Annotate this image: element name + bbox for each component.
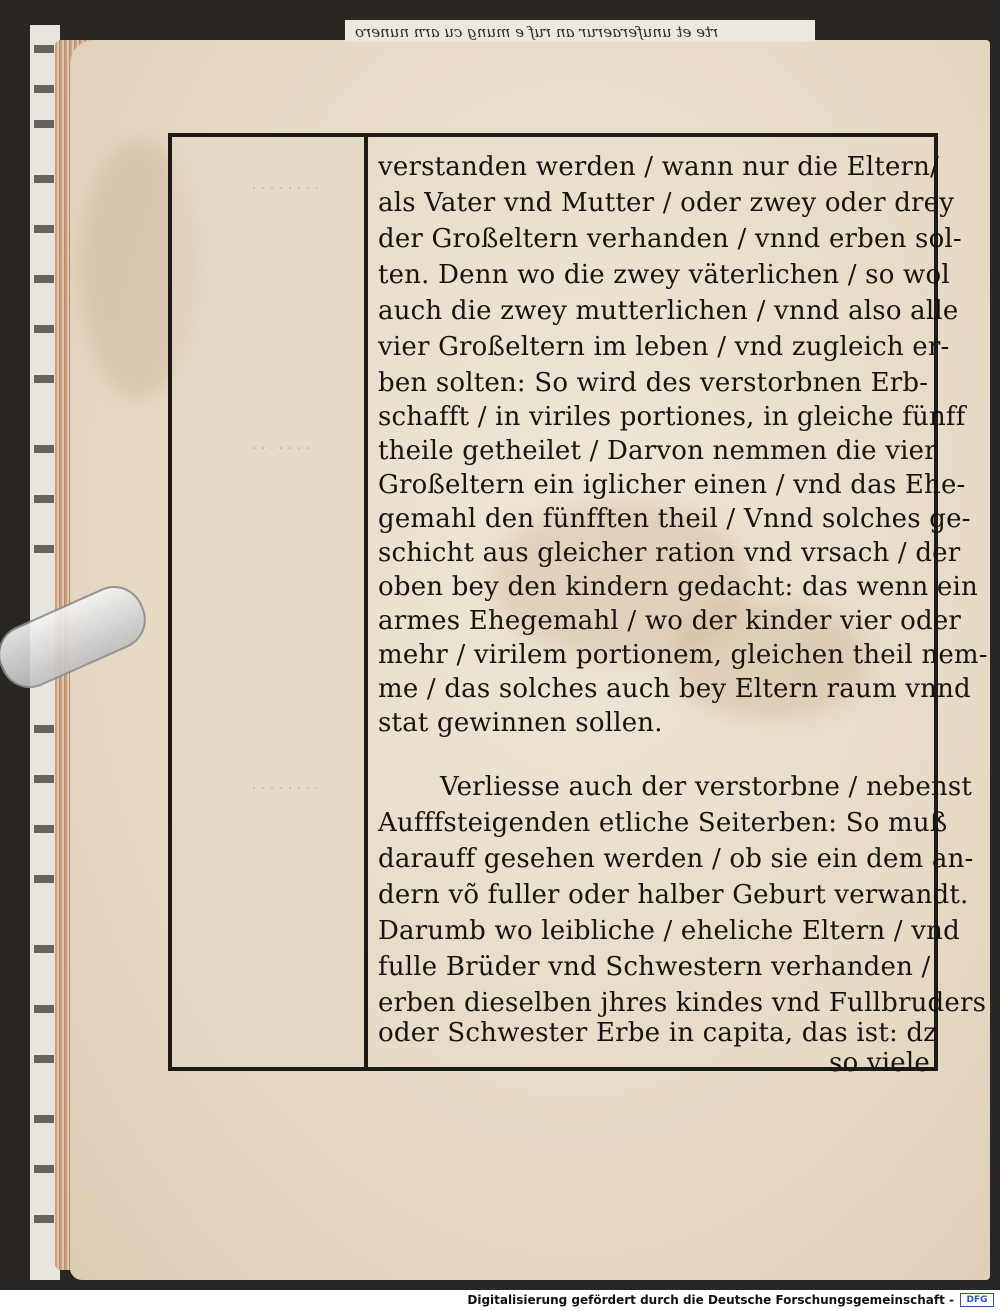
text-line: dern võ fuller oder halber Geburt verwandt. [378, 880, 969, 910]
text-line: als Vater vnd Mutter / oder zwey oder drey [378, 188, 955, 218]
text-line: oder Schwester Erbe in capita, das ist: dz [378, 1018, 938, 1048]
text-line: auch die zwey mutterlichen / vnnd also alle [378, 296, 959, 326]
margin-column: . . . . . . . . . . . . . . . . . . . . . . . [172, 137, 364, 1067]
text-line: schafft / in viriles portiones, in gleiche fünff [378, 402, 966, 432]
facing-page-top-strip: rte et unuferaerur an ruf e mung cu arn nunero [345, 20, 815, 42]
text-line: ten. Denn wo die zwey väterlichen / so wol [378, 260, 950, 290]
text-line: so viele [829, 1048, 930, 1078]
text-line: armes Ehegemahl / wo der kinder vier oder [378, 606, 962, 636]
text-line: Darumb wo leibliche / eheliche Eltern / vnd [378, 916, 960, 946]
text-line: mehr / virilem portionem, gleichen theil nem- [378, 640, 988, 670]
text-line: Großeltern ein iglicher einen / vnd das Ehe- [378, 470, 966, 500]
footer-bar [0, 1290, 1000, 1311]
text-line: theile getheilet / Darvon nemmen die vier [378, 436, 937, 466]
column-divider [364, 133, 368, 1071]
text-line: vier Großeltern im leben / vnd zugleich er- [378, 332, 950, 362]
text-line: oben bey den kindern gedacht: das wenn ein [378, 572, 978, 602]
text-line: erben dieselben jhres kindes vnd Fullbruders [378, 988, 987, 1018]
text-line: Aufffsteigenden etliche Seiterben: So muß [378, 808, 948, 838]
text-line: me / das solches auch bey Eltern raum vnnd [378, 674, 971, 704]
text-line: ben solten: So wird des verstorbnen Erb- [378, 368, 929, 398]
text-line: verstanden werden / wann nur die Eltern/ [378, 152, 940, 182]
text-line: schicht aus gleicher ration vnd vrsach / der [378, 538, 961, 568]
text-line: stat gewinnen sollen. [378, 708, 663, 738]
text-line: darauff gesehen werden / ob sie ein dem an- [378, 844, 974, 874]
text-line: Verliesse auch der verstorbne / nebenst [440, 772, 973, 802]
text-line: der Großeltern verhanden / vnnd erben sol- [378, 224, 962, 254]
text-line: gemahl den fünfften theil / Vnnd solches ge- [378, 504, 971, 534]
dfg-logo: DFG [960, 1293, 994, 1307]
funding-credit: Digitalisierung gefördert durch die Deutsche Forschungsgemeinschaft - [467, 1293, 954, 1307]
text-line: fulle Brüder vnd Schwestern verhanden / [378, 952, 931, 982]
